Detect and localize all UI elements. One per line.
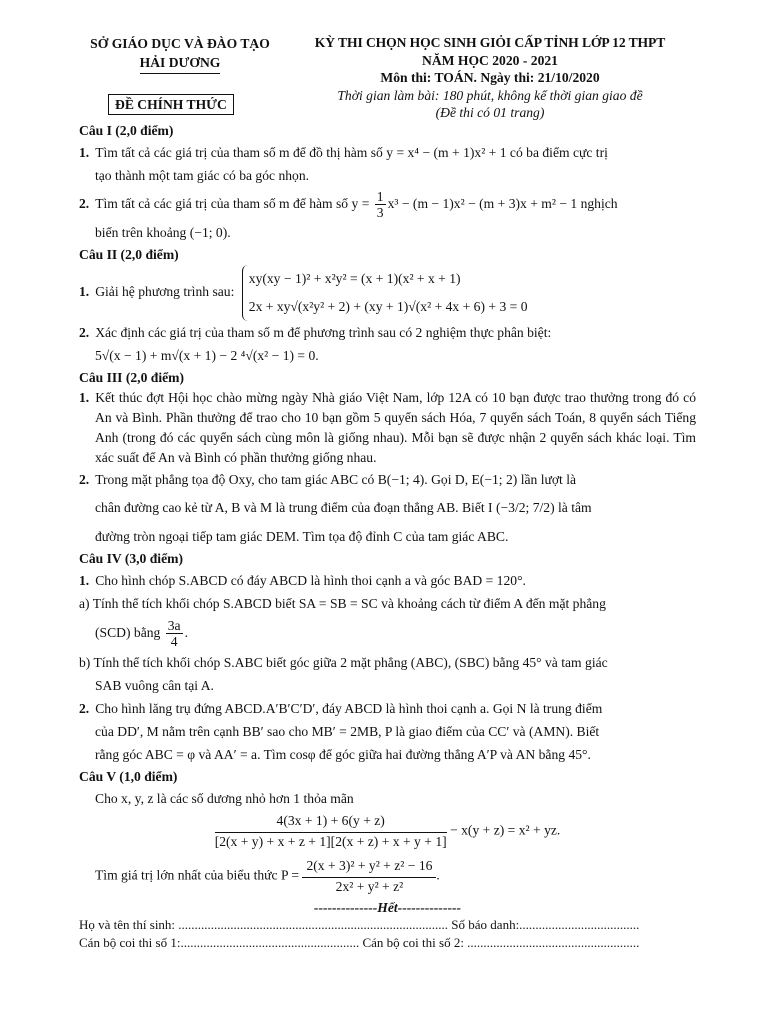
question-2-1: 1. Giải hệ phương trình sau: xy(xy − 1)² + x²y² = (x + 1)(x² + x + 1) 2x + xy√(x²y² + 2) + (xy + 1)√(x² + 4x + 6) + 3 = 0	[79, 265, 696, 321]
question-3-2-end: đường tròn ngoại tiếp tam giác DEM. Tìm tọa độ đỉnh C của tam giác ABC.	[95, 529, 509, 544]
expression-p-fraction: $\frac{\text{2(x + 3)² + y² + z² − 16}}{\text{2x² + y² + z²}}$	[302, 857, 436, 896]
exam-duration: Thời gian làm bài: 180 phút, không kể thời gian giao đề	[337, 87, 643, 103]
question-1-2: 2. Tìm tất cả các giá trị của tham số m để hàm số y = $\frac{1}{3}$ x³ − (m − 1)x² − (m + 3)x + m² − 1 nghịch	[79, 189, 618, 221]
section-title-2: Câu II (2,0 điểm)	[79, 247, 179, 262]
exam-header	[290, 34, 690, 122]
department-name: SỞ GIÁO DỤC VÀ ĐÀO TẠO	[90, 36, 270, 51]
question-1-1: 1. Tìm tất cả các giá trị của tham số m để đồ thị hàm số y = x⁴ − (m + 1)x² + 1 có ba điểm cực trị	[79, 145, 608, 160]
question-4-b: b) Tính thể tích khối chóp S.ABC biết góc giữa 2 mặt phẳng (ABC), (SBC) bằng 45° và tam giác	[79, 655, 608, 670]
question-3-1: 1. Kết thúc đợt Hội học chào mừng ngày Nhà giáo Việt Nam, lớp 12A có 10 bạn được trao thưởng trong đó có An và Bình. Phần thưởng để trao cho 10 bạn gồm 5 quyển sách Hóa, 7 quyển sách Toán, 8 quyển sách Tiếng Anh (trong đó các quyển sách cùng môn là giống nhau). Mỗi bạn sẽ được nhận 2 quyển sách khác loại. Tìm xác suất để An và Bình có phần thưởng giống nhau.	[79, 390, 696, 465]
equation-system	[242, 265, 528, 321]
question-4-a: a) Tính thể tích khối chóp S.ABCD biết SA = SB = SC và khoảng cách từ điểm A đến mặt phẳng	[79, 596, 606, 611]
question-2-2-equation: 5√(x − 1) + m√(x + 1) − 2 ⁴√(x² − 1) = 0.	[95, 348, 319, 363]
question-4-2-end: rằng góc ABC = φ và AA′ = a. Tìm cosφ để góc giữa hai đường thẳng A′P và AN bằng 45°.	[95, 747, 591, 762]
proctor-signature-line: Cán bộ coi thi số 1:....................................................... Cán bộ coi thi số 2: .....................................................	[79, 935, 640, 950]
point-i: (−3/2; 7/2)	[495, 500, 555, 515]
question-4-b-cont: SAB vuông cân tại A.	[95, 678, 214, 693]
section-title-5: Câu V (1,0 điểm)	[79, 769, 178, 784]
system-equation-1: xy(xy − 1)² + x²y² = (x + 1)(x² + x + 1)	[248, 271, 461, 286]
system-equation-2: 2x + xy√(x²y² + 2) + (xy + 1)√(x² + 4x + 6) + 3 = 0	[248, 299, 528, 314]
condition-fraction: $\frac{4(3x + 1) + 6(y + z)}{[2(x + y) + x + z + 1][2(x + z) + x + y + 1]}$	[214, 813, 447, 849]
question-3-2-cont: chân đường cao kẻ từ A, B và M là trung điểm của đoạn thẳng AB. Biết I (−3/2; 7/2) là tâm	[95, 500, 592, 515]
exam-title: KỲ THI CHỌN HỌC SINH GIỎI CẤP TỈNH LỚP 12 THPT	[314, 35, 666, 50]
question-4-2: 2. Cho hình lăng trụ đứng ABCD.A′B′C′D′, đáy ABCD là hình thoi cạnh a. Gọi N là trung điểm	[79, 701, 603, 716]
end-marker: --------------Hết--------------	[313, 900, 462, 915]
subject-date: Môn thi: TOÁN. Ngày thi: 21/10/2020	[380, 70, 600, 85]
question-1-2-cont: biến trên khoảng (−1; 0).	[95, 225, 231, 240]
candidate-name-line: Họ và tên thí sinh: ................................................................................... Số báo danh:.....................................	[79, 917, 640, 932]
question-4-2-cont: của DD′, M nằm trên cạnh BB′ sao cho MB′ = 2MB, P là giao điểm của CC′ và (AMN). Biết	[95, 724, 600, 739]
question-5-target: Tìm giá trị lớn nhất của biểu thức P = $\frac{\text{2(x + 3)² + y² + z² − 16}}{\text{2x² + y² + z²}}$ .	[95, 858, 440, 894]
question-5-intro: Cho x, y, z là các số dương nhỏ hơn 1 thỏa mãn	[95, 791, 354, 806]
section-title-4: Câu IV (3,0 điểm)	[79, 551, 183, 566]
section-title-3: Câu III (2,0 điểm)	[79, 370, 184, 385]
exam-body	[79, 120, 696, 952]
school-year: NĂM HỌC 2020 - 2021	[422, 52, 558, 68]
question-3-2: 2. Trong mặt phẳng tọa độ Oxy, cho tam giác ABC có B(−1; 4). Gọi D, E(−1; 2) lần lượt là	[79, 472, 577, 487]
official-exam-stamp: ĐỀ CHÍNH THỨC	[108, 94, 234, 115]
question-2-2: 2. Xác định các giá trị của tham số m để phương trình sau có 2 nghiệm thực phân biệt:	[79, 325, 552, 340]
question-5-condition: $\frac{4(3x + 1) + 6(y + z)}{[2(x + y) + x + z + 1][2(x + z) + x + y + 1]}$ − x(y + z) = x² + yz.	[214, 813, 561, 849]
question-4-1: 1. Cho hình chóp S.ABCD có đáy ABCD là hình thoi cạnh a và góc BAD = 120°.	[79, 573, 526, 588]
question-4-a-cont: (SCD) bằng $\frac{3a}{4}$ .	[95, 618, 188, 650]
pages-note: (Đề thi có 01 trang)	[435, 105, 545, 120]
fraction-3a-over-4: $\frac{3a}{4}$	[167, 618, 181, 650]
department-province: HẢI DƯƠNG	[140, 53, 221, 74]
section-title-1: Câu I (2,0 điểm)	[79, 123, 174, 138]
question-1-1-cont: tạo thành một tam giác có ba góc nhọn.	[95, 168, 310, 183]
fraction-one-third: $\frac{1}{3}$	[376, 189, 384, 221]
department-header	[80, 34, 280, 74]
